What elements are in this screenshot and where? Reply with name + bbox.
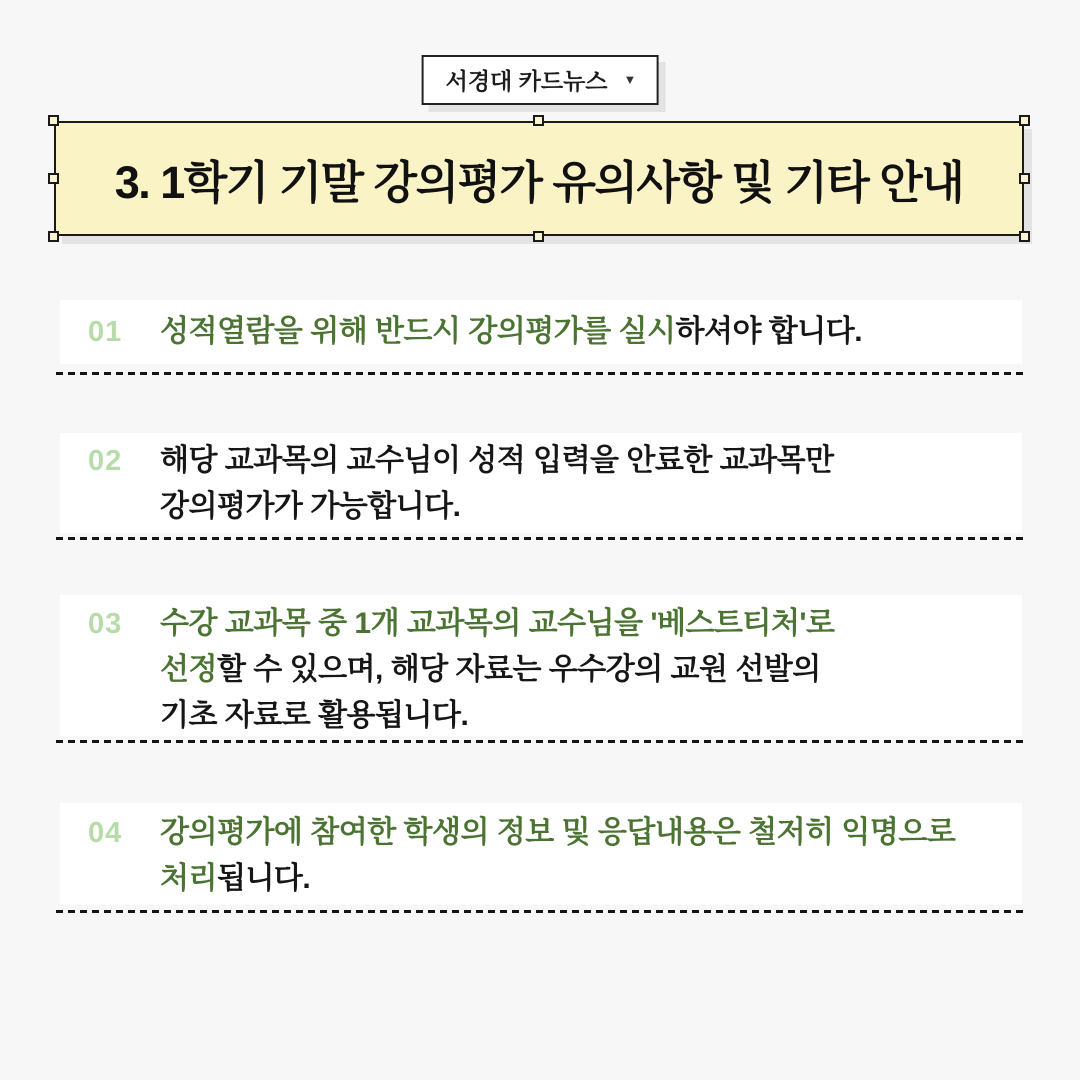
selection-handle-mid-left[interactable] xyxy=(48,173,59,184)
selection-handle-top-left[interactable] xyxy=(48,115,59,126)
selection-handle-bottom-center[interactable] xyxy=(533,231,544,242)
item-number: 03 xyxy=(88,608,123,640)
item-number: 04 xyxy=(88,817,123,849)
item-text xyxy=(160,438,1022,530)
divider-dashed xyxy=(56,740,1026,743)
series-dropdown-chip[interactable] xyxy=(422,55,659,105)
item-text-plain: 할 수 있으며, 해당 자료는 우수강의 교원 선발의 xyxy=(216,653,821,686)
item-text-plain: 강의평가가 가능합니다. xyxy=(160,490,461,523)
selection-handle-mid-right[interactable] xyxy=(1019,173,1030,184)
selection-handle-bottom-right[interactable] xyxy=(1019,231,1030,242)
item-text-plain: 해당 교과목의 교수님이 성적 입력을 안료한 교과목만 xyxy=(160,444,834,477)
list-item-02 xyxy=(60,433,1022,533)
selection-handle-top-right[interactable] xyxy=(1019,115,1030,126)
item-text xyxy=(160,810,1022,902)
selection-handle-top-center[interactable] xyxy=(533,115,544,126)
item-text-highlight: 처리 xyxy=(160,862,217,895)
divider-dashed xyxy=(56,372,1026,375)
list-item-04 xyxy=(60,803,1022,905)
item-number: 01 xyxy=(88,316,123,348)
item-text-plain: 하셔야 합니다. xyxy=(675,315,863,348)
title-banner xyxy=(54,121,1024,236)
item-text-plain: 됩니다. xyxy=(216,862,311,895)
item-text-highlight: 수강 교과목 중 1개 교과목의 교수님을 '베스트티처'로 xyxy=(160,607,835,640)
item-number: 02 xyxy=(88,445,123,477)
item-text-highlight: 강의평가에 참여한 학생의 정보 및 응답내용은 철저히 익명으로 xyxy=(160,816,956,849)
chevron-down-icon: ▼ xyxy=(623,72,637,87)
page-title: 3. 1학기 기말 강의평가 유의사항 및 기타 안내 xyxy=(114,157,964,208)
divider-dashed xyxy=(56,537,1026,540)
list-item-03 xyxy=(60,595,1022,736)
list-item-01 xyxy=(60,300,1022,364)
item-text xyxy=(160,309,1022,355)
divider-dashed xyxy=(56,910,1026,913)
item-text-highlight: 선정 xyxy=(160,653,217,686)
item-text xyxy=(160,601,1022,739)
item-text-highlight: 성적열람을 위해 반드시 강의평가를 실시 xyxy=(160,315,676,348)
selection-handle-bottom-left[interactable] xyxy=(48,231,59,242)
series-dropdown-label: 서경대 카드뉴스 xyxy=(445,68,608,94)
item-text-plain: 기초 자료로 활용됩니다. xyxy=(160,699,469,732)
